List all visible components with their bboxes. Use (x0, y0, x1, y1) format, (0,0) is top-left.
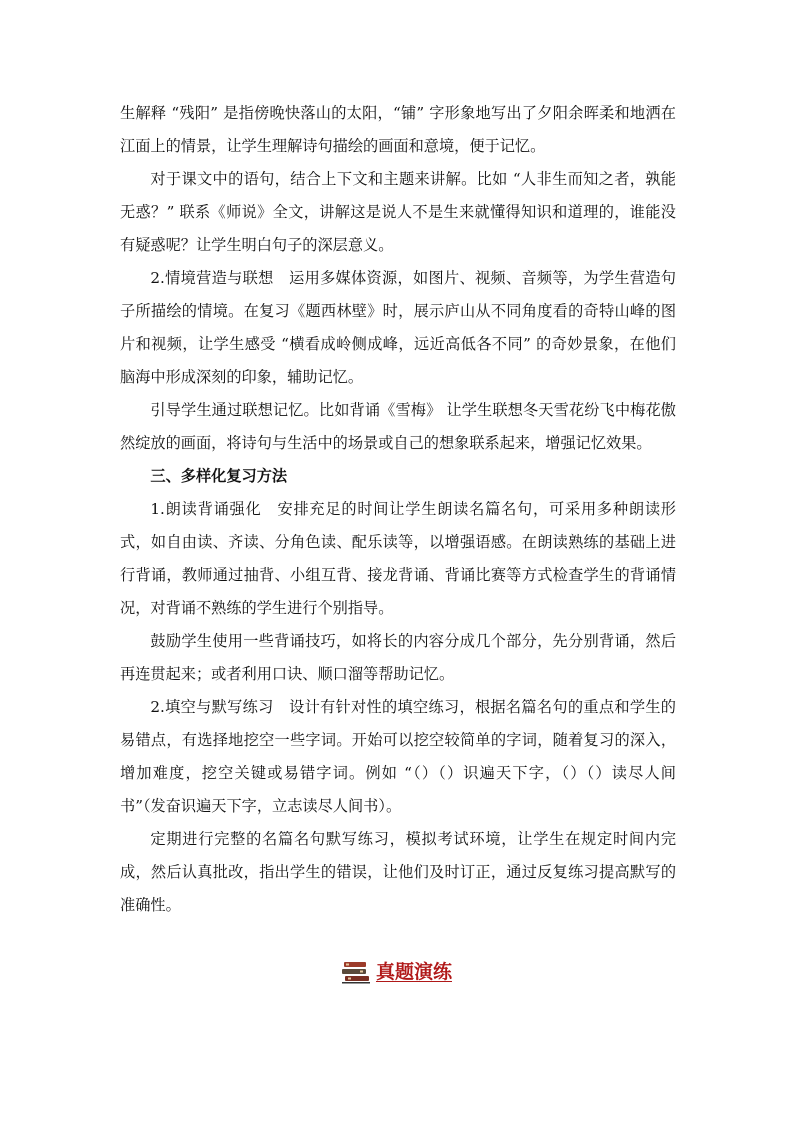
paragraph: 对于课文中的语句，结合上下文和主题来讲解。比如 “人非生而知之者，孰能无惑？” 联系《师说》全文，讲解这是说人不是生来就懂得知识和道理的，谁能没有疑惑呢？让学生明白句子的深层意义。 (120, 170, 676, 254)
paragraph: 2.情境营造与联想 运用多媒体资源，如图片、视频、音频等，为学生营造句子所描绘的情境。在复习《题西林壁》时，展示庐山从不同角度看的奇特山峰的图片和视频，让学生感受 “横看成岭侧成峰，远近高低各不同” 的奇妙景象，在他们脑海中形成深刻的印象，辅助记忆。 (120, 269, 676, 386)
body-text (120, 97, 676, 922)
paragraph: 定期进行完整的名篇名句默写练习，模拟考试环境，让学生在规定时间内完成，然后认真批改，指出学生的错误，让他们及时订正，通过反复练习提高默写的准确性。 (120, 830, 676, 914)
paragraph: 生解释 “残阳” 是指傍晚快落山的太阳，“铺” 字形象地写出了夕阳余晖柔和地洒在江面上的情景，让学生理解诗句描绘的画面和意境，便于记忆。 (120, 104, 676, 155)
books-icon (342, 960, 370, 984)
paragraph: 2.填空与默写练习 设计有针对性的填空练习，根据名篇名句的重点和学生的易错点，有选择地挖空一些字词。开始可以挖空较简单的字词，随着复习的深入，增加难度，挖空关键或易错字词。例如 “（）（）识遍天下字，（）（）读尽人间书”（发奋识遍天下字，立志读尽人间书）。 (120, 698, 676, 815)
paragraph: 鼓励学生使用一些背诵技巧，如将长的内容分成几个部分，先分别背诵，然后再连贯起来；或者利用口诀、顺口溜等帮助记忆。 (120, 632, 676, 683)
section-banner (0, 957, 794, 984)
paragraph: 1.朗读背诵强化 安排充足的时间让学生朗读名篇名句，可采用多种朗读形式，如自由读、齐读、分角色读、配乐读等，以增强语感。在朗读熟练的基础上进行背诵，教师通过抽背、小组互背、接龙背诵、背诵比赛等方式检查学生的背诵情况，对背诵不熟练的学生进行个别指导。 (120, 500, 676, 617)
section-heading: 三、多样化复习方法 (150, 467, 288, 485)
banner-title: 真题演练 (375, 961, 452, 983)
paragraph: 引导学生通过联想记忆。比如背诵《雪梅》 让学生联想冬天雪花纷飞中梅花傲然绽放的画面，将诗句与生活中的场景或自己的想象联系起来，增强记忆效果。 (120, 401, 676, 452)
